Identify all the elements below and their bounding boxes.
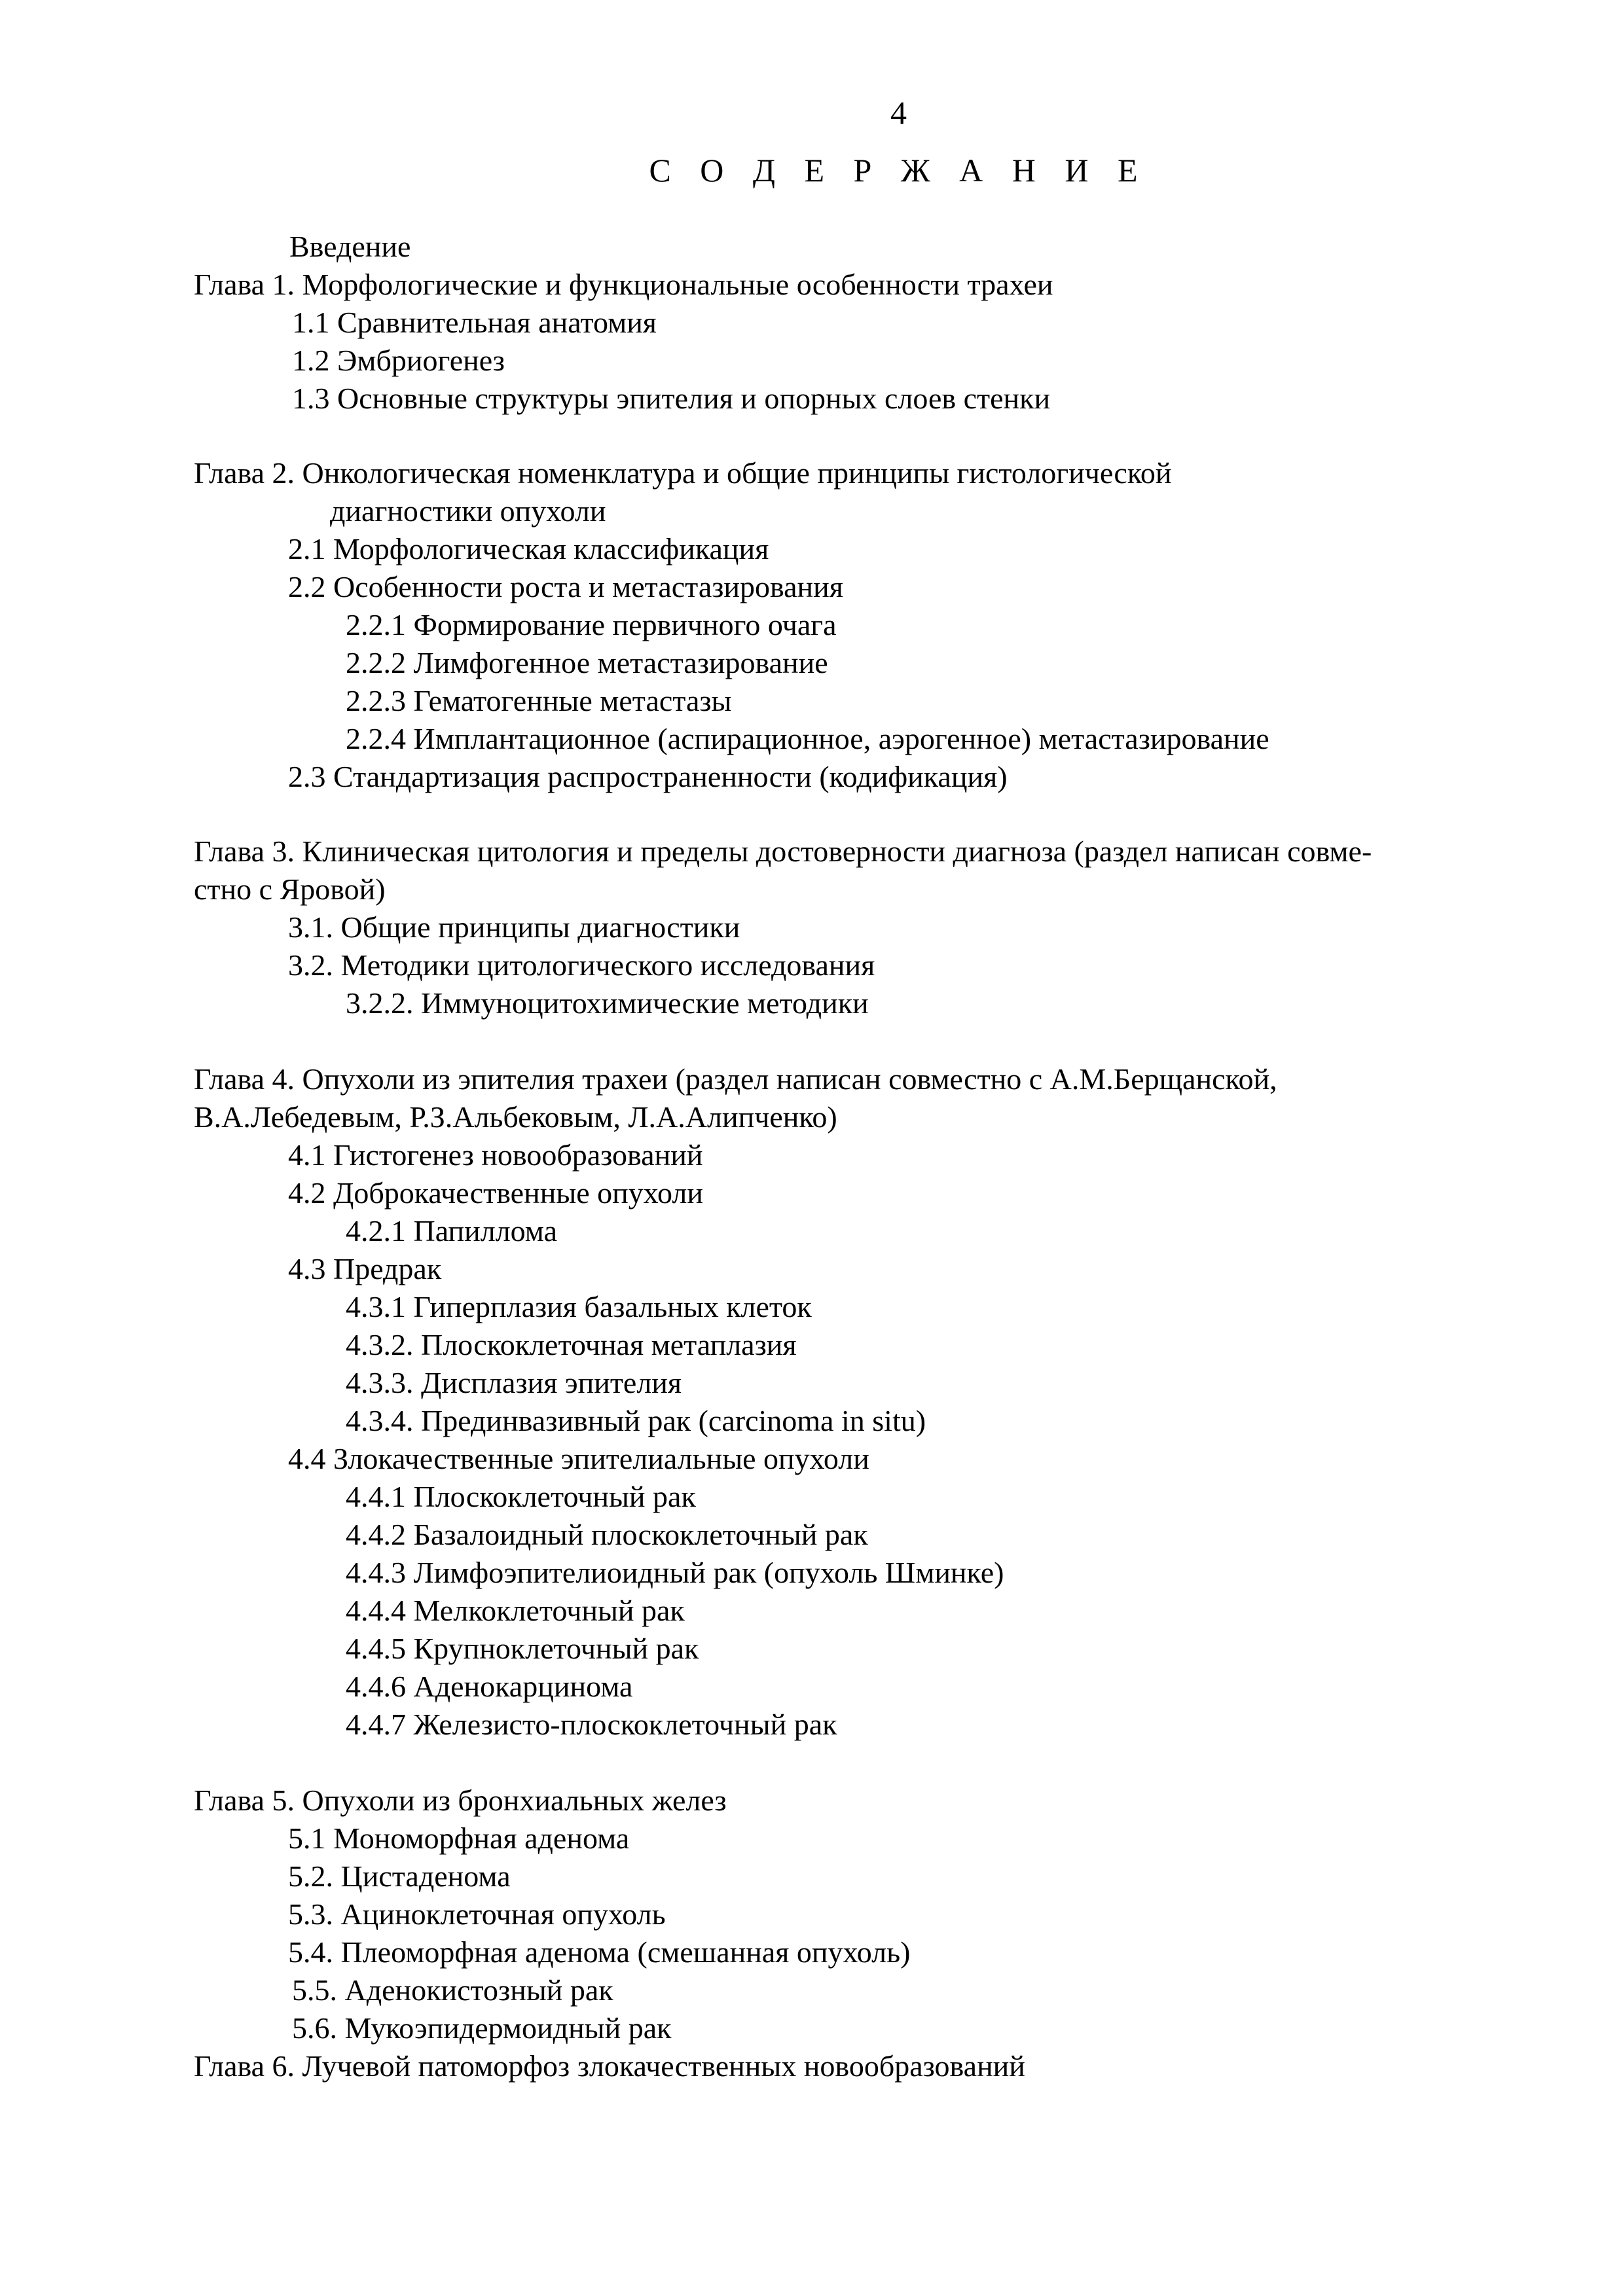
toc-section-4-3: 4.3 Предрак [288, 1252, 442, 1285]
toc-section-5-2: 5.2. Цистаденома [288, 1859, 511, 1893]
toc-section-4-2-1: 4.2.1 Папиллома [346, 1214, 558, 1247]
toc-section-4-4-2: 4.4.2 Базалоидный плоскоклеточный рак [346, 1518, 868, 1551]
toc-section-1-1: 1.1 Сравнительная анатомия [292, 306, 657, 339]
toc-intro: Введение [289, 230, 411, 263]
toc-section-2-2: 2.2 Особенности роста и метастазирования [288, 570, 843, 603]
toc-section-4-3-3: 4.3.3. Дисплазия эпителия [346, 1366, 682, 1399]
toc-section-2-3: 2.3 Стандартизация распространенности (кодификация) [288, 760, 1008, 793]
toc-section-4-4-5: 4.4.5 Крупноклеточный рак [346, 1632, 699, 1665]
toc-section-5-1: 5.1 Мономорфная аденома [288, 1821, 630, 1855]
toc-section-1-2: 1.2 Эмбриогенез [292, 344, 505, 377]
toc-section-4-3-2: 4.3.2. Плоскоклеточная метаплазия [346, 1328, 797, 1361]
toc-chapter-4-continued: В.А.Лебедевым, Р.З.Альбековым, Л.А.Алипченко) [194, 1100, 837, 1134]
toc-section-4-2: 4.2 Доброкачественные опухоли [288, 1176, 703, 1210]
toc-section-4-4: 4.4 Злокачественные эпителиальные опухоли [288, 1442, 869, 1475]
toc-section-4-4-4: 4.4.4 Мелкоклеточный рак [346, 1594, 685, 1627]
toc-chapter-2-continued: диагностики опухоли [330, 494, 606, 528]
toc-chapter-2: Глава 2. Онкологическая номенклатура и общие принципы гистологической [194, 456, 1172, 490]
toc-section-3-2-2: 3.2.2. Иммуноцитохимические методики [346, 986, 869, 1020]
toc-section-2-2-4: 2.2.4 Имплантационное (аспирационное, аэрогенное) метастазирование [346, 722, 1269, 755]
toc-section-4-3-4: 4.3.4. Прединвазивный рак (carcinoma in situ) [346, 1404, 926, 1437]
toc-section-5-4: 5.4. Плеоморфная аденома (смешанная опухоль) [288, 1935, 911, 1969]
toc-chapter-1: Глава 1. Морфологические и функциональные особенности трахеи [194, 268, 1053, 301]
toc-section-4-3-1: 4.3.1 Гиперплазия базальных клеток [346, 1290, 812, 1323]
toc-section-4-4-1: 4.4.1 Плоскоклеточный рак [346, 1480, 696, 1513]
toc-section-5-6: 5.6. Мукоэпидермоидный рак [292, 2011, 672, 2045]
toc-chapter-4: Глава 4. Опухоли из эпителия трахеи (раздел написан совместно с А.М.Берщанской, [194, 1062, 1277, 1096]
toc-section-4-4-7: 4.4.7 Железисто-плоскоклеточный рак [346, 1708, 837, 1741]
toc-chapter-5: Глава 5. Опухоли из бронхиальных желез [194, 1784, 727, 1817]
toc-section-5-3: 5.3. Ациноклеточная опухоль [288, 1897, 666, 1931]
toc-section-2-2-2: 2.2.2 Лимфогенное метастазирование [346, 646, 828, 679]
toc-section-2-2-1: 2.2.1 Формирование первичного очага [346, 608, 837, 641]
toc-section-4-4-6: 4.4.6 Аденокарцинома [346, 1670, 633, 1703]
toc-section-5-5: 5.5. Аденокистозный рак [292, 1973, 613, 2007]
toc-section-2-1: 2.1 Морфологическая классификация [288, 532, 769, 565]
toc-chapter-3: Глава 3. Клиническая цитология и пределы достоверности диагноза (раздел написан совме- [194, 834, 1372, 868]
toc-section-1-3: 1.3 Основные структуры эпителия и опорных слоев стенки [292, 382, 1051, 415]
toc-chapter-3-continued: стно с Яровой) [194, 872, 386, 906]
page-title: С О Д Е Р Ж А Н И Е [649, 152, 1148, 188]
toc-chapter-6: Глава 6. Лучевой патоморфоз злокачественных новообразований [194, 2049, 1025, 2083]
toc-section-4-1: 4.1 Гистогенез новообразований [288, 1138, 703, 1172]
toc-section-2-2-3: 2.2.3 Гематогенные метастазы [346, 684, 732, 717]
toc-section-4-4-3: 4.4.3 Лимфоэпителиоидный рак (опухоль Шминке) [346, 1556, 1004, 1589]
toc-section-3-1: 3.1. Общие принципы диагностики [288, 910, 740, 944]
page-number: 4 [890, 94, 907, 131]
toc-section-3-2: 3.2. Методики цитологического исследования [288, 948, 875, 982]
